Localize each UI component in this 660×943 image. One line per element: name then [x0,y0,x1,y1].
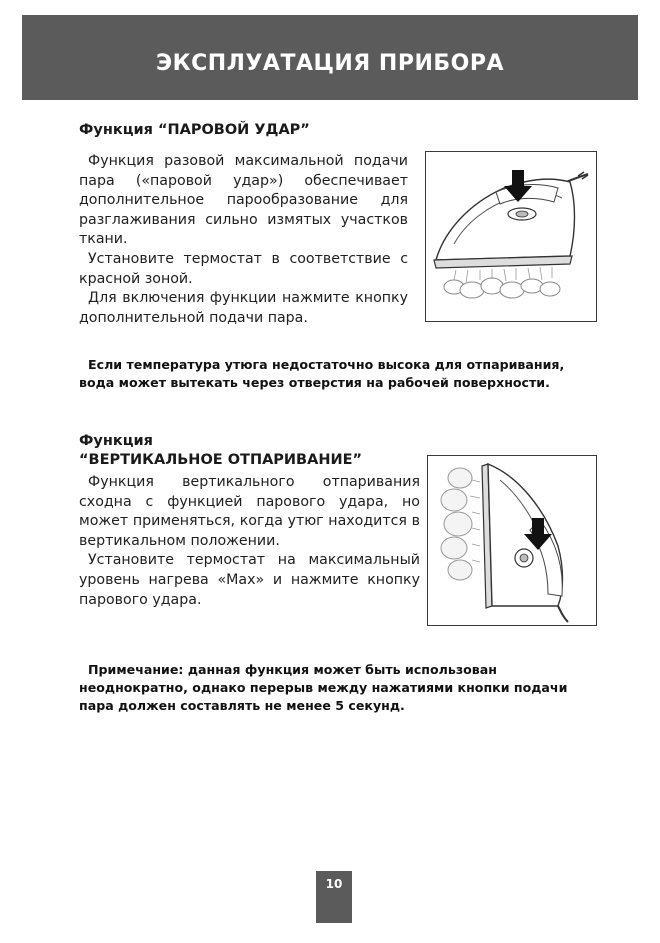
section-heading-vertical-line2: “ВЕРТИКАЛЬНОЕ ОТПАРИВАНИЕ” [79,452,363,468]
iron-vertical-illustration [428,456,596,625]
page-number: 10 [316,871,352,923]
steam-burst-paragraph-3: Для включения функции нажмите кнопку дополнительной подачи пара. [79,290,408,326]
steam-burst-text [79,152,408,328]
figure-iron-vertical-steam [427,455,597,626]
figure-iron-steam-burst [425,151,597,322]
steam-burst-paragraph-2: Установите термостат в соответствие с красной зоной. [79,250,408,287]
vertical-steam-note: Примечание: данная функция может быть использован неоднократно, однако перерыв между нажатиями кнопки подачи пара должен составлять не менее 5 секунд. [79,662,568,713]
iron-horizontal-illustration [426,152,596,321]
vertical-steam-paragraph-1: Функция вертикального отпаривания сходна с функцией парового удара, но может применяться, когда утюг находится в вертикальном положении. [79,474,420,549]
section-heading-steam-burst: Функция “ПАРОВОЙ УДАР” [79,122,310,138]
section-heading-vertical-line1: Функция [79,433,153,449]
steam-burst-warning: Если температура утюга недостаточно высока для отпаривания, вода может вытекать через отверстия на рабочей поверхности. [79,357,565,390]
vertical-steam-paragraph-2: Установите термостат на максимальный уровень нагрева «Max» и нажмите кнопку парового удара. [79,552,420,608]
page-title: ЭКСПЛУАТАЦИЯ ПРИБОРА [156,51,504,76]
vertical-steam-text [79,473,420,610]
header-bar [22,15,638,100]
steam-burst-paragraph-1: Функция разовой максимальной подачи пара («паровой удар») обеспечивает дополнительное парообразование для разглаживания сильно измятых участков ткани. [79,153,408,248]
